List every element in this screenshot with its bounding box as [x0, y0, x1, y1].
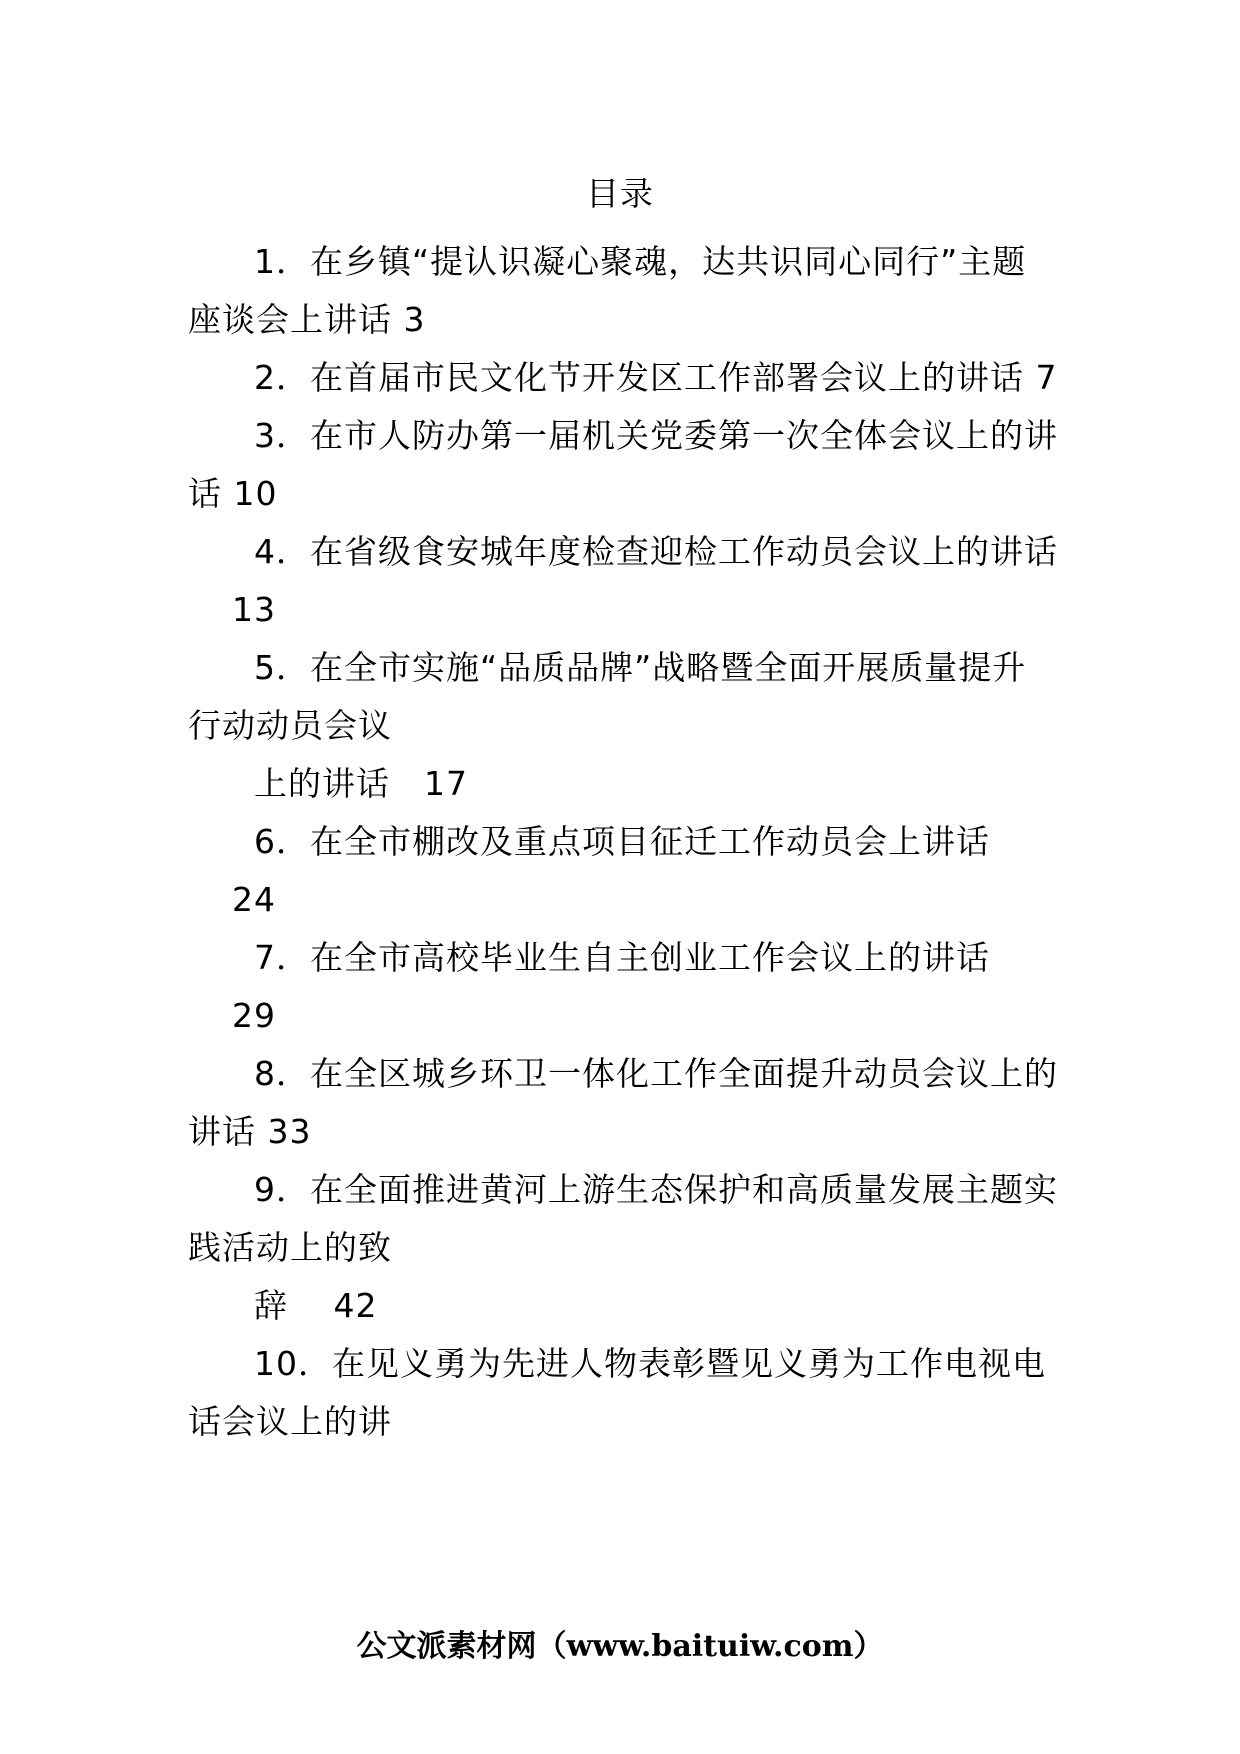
toc-line: 7．在全市高校毕业生自主创业工作会议上的讲话 — [254, 938, 990, 977]
toc-line: 行动动员会议 — [188, 706, 392, 745]
toc-line: 9．在全面推进黄河上游生态保护和高质量发展主题实 — [254, 1170, 1058, 1209]
toc-line: 2．在首届市民文化节开发区工作部署会议上的讲话 7 — [254, 358, 1058, 397]
toc-line: 话会议上的讲 — [188, 1402, 392, 1441]
toc-line: 1．在乡镇“提认识凝心聚魂，达共识同心同行”主题 — [254, 242, 1027, 281]
toc-line: 4．在省级食安城年度检查迎检工作动员会议上的讲话 — [254, 532, 1058, 571]
toc-line: 话 10 — [188, 474, 278, 513]
toc-line: 6．在全市棚改及重点项目征迁工作动员会上讲话 — [254, 822, 990, 861]
toc-line: 10．在见义勇为先进人物表彰暨见义勇为工作电视电 — [254, 1344, 1046, 1383]
toc-line: 5．在全市实施“品质品牌”战略暨全面开展质量提升 — [254, 648, 1027, 687]
toc-line: 践活动上的致 — [188, 1228, 392, 1267]
toc-line: 13 — [232, 590, 276, 629]
toc-line: 24 — [232, 880, 276, 919]
toc-line: 3．在市人防办第一届机关党委第一次全体会议上的讲 — [254, 416, 1058, 455]
toc-line: 座谈会上讲话 3 — [188, 300, 426, 339]
toc-line: 上的讲话 17 — [254, 764, 468, 803]
toc-line: 29 — [232, 996, 276, 1035]
page-title: 目录 — [586, 174, 654, 213]
toc-line: 辞 42 — [254, 1286, 378, 1325]
footer-watermark: 公文派素材网（www.baituiw.com） — [356, 1629, 884, 1664]
toc-line: 讲话 33 — [188, 1112, 312, 1151]
toc-line: 8．在全区城乡环卫一体化工作全面提升动员会议上的 — [254, 1054, 1058, 1093]
